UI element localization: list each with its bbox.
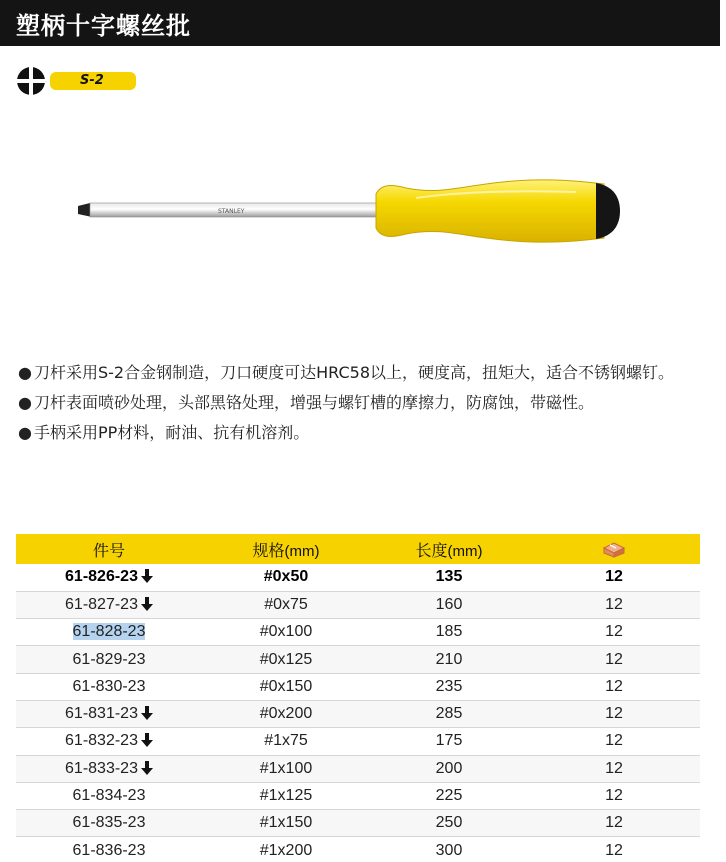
spec-cell: #0x150 bbox=[202, 673, 370, 700]
table-row bbox=[16, 728, 700, 755]
part-number-cell[interactable] bbox=[16, 673, 202, 700]
carton-qty-cell: 12 bbox=[528, 591, 700, 618]
part-number[interactable]: 61-832-23 bbox=[65, 732, 138, 750]
length-cell: 300 bbox=[370, 837, 528, 862]
spec-cell: #1x125 bbox=[202, 782, 370, 809]
col-length: 长度(mm) bbox=[415, 542, 483, 560]
feature-item: ● 刀杆采用S-2合金钢制造，刀口硬度可达HRC58以上，硬度高，扭矩大，适合不锈钢螺钉。 bbox=[18, 363, 674, 382]
table-row bbox=[16, 700, 700, 727]
part-number-cell[interactable] bbox=[16, 564, 202, 591]
table-row bbox=[16, 755, 700, 782]
length-cell: 175 bbox=[370, 728, 528, 755]
col-spec: 规格(mm) bbox=[252, 542, 320, 560]
spec-cell: #0x50 bbox=[202, 564, 370, 591]
screwdriver-illustration bbox=[76, 176, 620, 248]
spec-cell: #0x100 bbox=[202, 619, 370, 646]
part-number[interactable]: 61-836-23 bbox=[72, 841, 146, 859]
part-number[interactable]: 61-835-23 bbox=[72, 814, 146, 832]
carton-qty-cell: 12 bbox=[528, 755, 700, 782]
part-number[interactable]: 61-827-23 bbox=[65, 595, 138, 613]
length-cell: 285 bbox=[370, 700, 528, 727]
part-number-cell[interactable] bbox=[16, 646, 202, 673]
part-number-cell[interactable] bbox=[16, 782, 202, 809]
part-number[interactable]: 61-830-23 bbox=[72, 677, 146, 695]
length-cell: 185 bbox=[370, 619, 528, 646]
table-header bbox=[16, 534, 700, 564]
arrow-down-icon bbox=[141, 761, 153, 775]
grade-badge bbox=[50, 72, 136, 90]
carton-qty-cell: 12 bbox=[528, 619, 700, 646]
carton-qty-cell: 12 bbox=[528, 837, 700, 862]
spec-cell: #1x200 bbox=[202, 837, 370, 862]
carton-qty-cell: 12 bbox=[528, 782, 700, 809]
length-cell: 235 bbox=[370, 673, 528, 700]
part-number[interactable]: 61-829-23 bbox=[72, 650, 146, 668]
part-number[interactable]: 61-828-23 bbox=[72, 623, 146, 641]
carton-qty-cell: 12 bbox=[528, 646, 700, 673]
part-number-cell[interactable] bbox=[16, 837, 202, 862]
table-row bbox=[16, 673, 700, 700]
spec-cell: #0x75 bbox=[202, 591, 370, 618]
table-row bbox=[16, 646, 700, 673]
table-row bbox=[16, 810, 700, 837]
length-cell: 160 bbox=[370, 591, 528, 618]
spec-cell: #1x100 bbox=[202, 755, 370, 782]
table-row bbox=[16, 837, 700, 862]
part-number-cell[interactable] bbox=[16, 755, 202, 782]
length-cell: 200 bbox=[370, 755, 528, 782]
part-number[interactable]: 61-831-23 bbox=[65, 705, 138, 723]
grade-label: S-2 bbox=[80, 73, 104, 88]
spec-cell: #1x75 bbox=[202, 728, 370, 755]
spec-cell: #1x150 bbox=[202, 810, 370, 837]
spec-table bbox=[16, 534, 700, 862]
arrow-down-icon bbox=[141, 569, 153, 583]
col-part-number: 件号 bbox=[92, 542, 125, 560]
carton-qty-cell: 12 bbox=[528, 728, 700, 755]
title-bar bbox=[0, 0, 720, 46]
arrow-down-icon bbox=[141, 597, 153, 611]
arrow-down-icon bbox=[141, 706, 153, 720]
page-title: 塑柄十字螺丝批 bbox=[16, 12, 191, 40]
carton-box-icon bbox=[602, 540, 626, 558]
part-number-cell[interactable] bbox=[16, 619, 202, 646]
part-number-cell[interactable] bbox=[16, 700, 202, 727]
part-number[interactable]: 61-834-23 bbox=[72, 787, 146, 805]
part-number[interactable]: 61-826-23 bbox=[65, 568, 138, 586]
carton-qty-cell: 12 bbox=[528, 673, 700, 700]
feature-item: ● 手柄采用PP材料，耐油、抗有机溶剂。 bbox=[18, 423, 310, 442]
carton-qty-cell: 12 bbox=[528, 564, 700, 591]
part-number-cell[interactable] bbox=[16, 728, 202, 755]
length-cell: 250 bbox=[370, 810, 528, 837]
part-number-cell[interactable] bbox=[16, 591, 202, 618]
length-cell: 225 bbox=[370, 782, 528, 809]
carton-qty-cell: 12 bbox=[528, 700, 700, 727]
length-cell: 135 bbox=[370, 564, 528, 591]
table-row bbox=[16, 782, 700, 809]
part-number-cell[interactable] bbox=[16, 810, 202, 837]
spec-cell: #0x200 bbox=[202, 700, 370, 727]
feature-list bbox=[18, 358, 708, 448]
part-number[interactable]: 61-833-23 bbox=[65, 759, 138, 777]
col-carton-qty bbox=[528, 534, 700, 564]
spec-cell: #0x125 bbox=[202, 646, 370, 673]
table-row bbox=[16, 591, 700, 618]
arrow-down-icon bbox=[141, 733, 153, 747]
phillips-tip-icon bbox=[16, 66, 46, 96]
feature-item: ● 刀杆表面喷砂处理，头部黑铬处理，增强与螺钉槽的摩擦力，防腐蚀，带磁性。 bbox=[18, 393, 595, 412]
length-cell: 210 bbox=[370, 646, 528, 673]
table-row bbox=[16, 564, 700, 591]
carton-qty-cell: 12 bbox=[528, 810, 700, 837]
table-row bbox=[16, 619, 700, 646]
brand-mark: STANLEY bbox=[218, 208, 245, 215]
